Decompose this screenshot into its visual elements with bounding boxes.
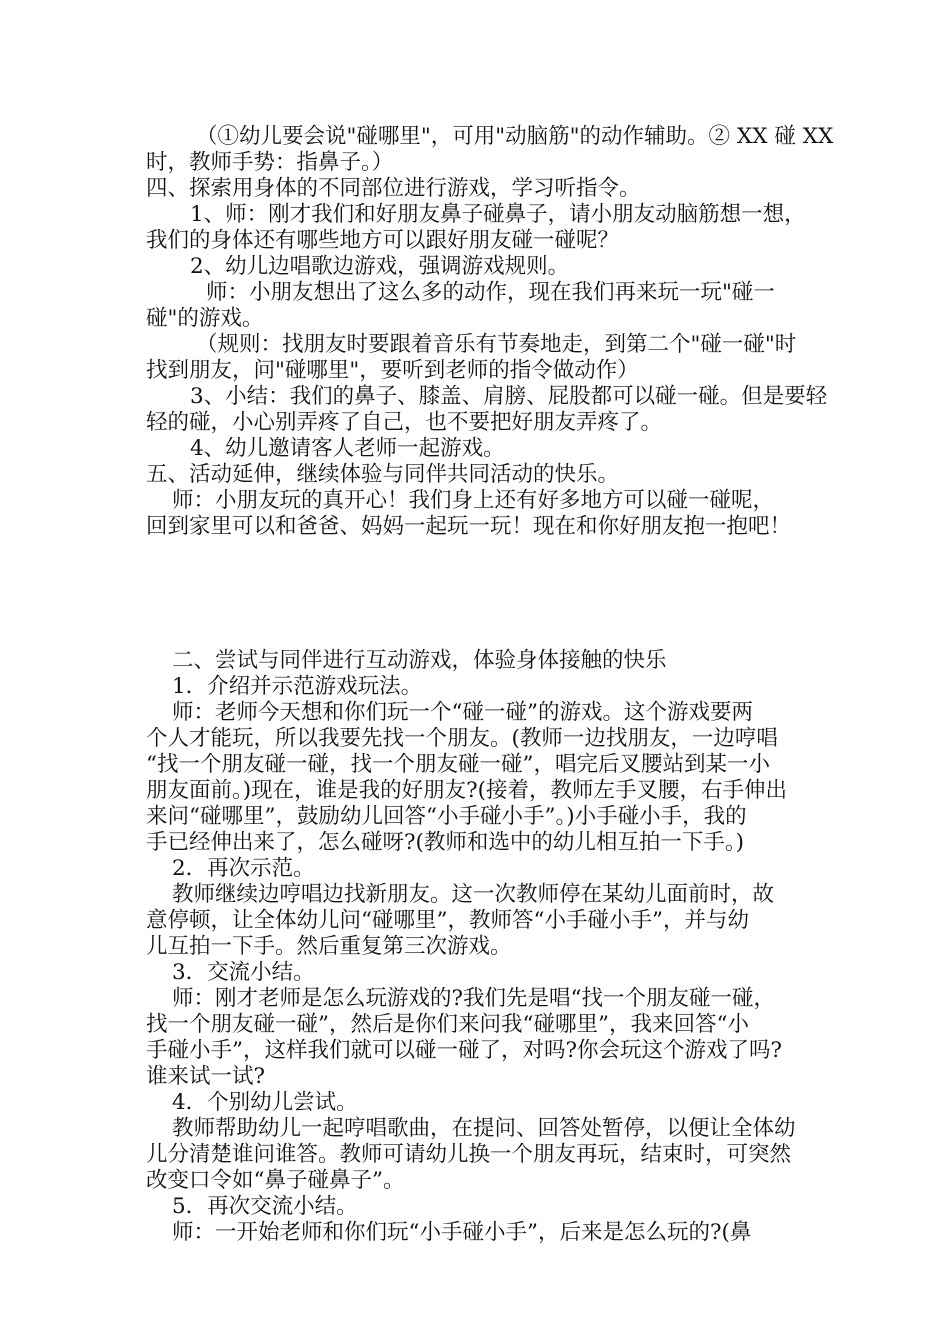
paragraph-line: 找一个朋友碰一碰”，然后是你们来问我“碰哪里”，我来回答“小 xyxy=(146,1012,749,1037)
paragraph-line: 儿分清楚谁问谁答。教师可请幼儿换一个朋友再玩，结束时，可突然 xyxy=(146,1142,792,1167)
paragraph-line: 师：老师今天想和你们玩一个“碰一碰”的游戏。这个游戏要两 xyxy=(172,700,753,725)
paragraph-line: 我们的身体还有哪些地方可以跟好朋友碰一碰呢？ xyxy=(146,228,620,253)
paragraph-line: 师：小朋友想出了这么多的动作，现在我们再来玩一玩"碰一 xyxy=(206,280,775,305)
paragraph-line: 改变口令如“鼻子碰鼻子”。 xyxy=(146,1168,405,1193)
paragraph-line: 手已经伸出来了，怎么碰呀?(教师和选中的幼儿相互拍一下手。) xyxy=(146,830,745,855)
paragraph-line: 谁来试一试? xyxy=(146,1064,266,1089)
paragraph-line: “找一个朋友碰一碰，找一个朋友碰一碰”，唱完后叉腰站到某一小 xyxy=(146,752,770,777)
paragraph-line: 意停顿，让全体幼儿问“碰哪里”，教师答“小手碰小手”，并与幼 xyxy=(146,908,749,933)
paragraph-line: 碰"的游戏。 xyxy=(146,306,264,331)
paragraph-line: 时，教师手势：指鼻子。） xyxy=(146,150,394,175)
paragraph-line: 找到朋友，问"碰哪里"，要听到老师的指令做动作） xyxy=(146,358,639,383)
subheading: 5．再次交流小结。 xyxy=(172,1194,358,1219)
paragraph-line: 2、幼儿边唱歌边游戏，强调游戏规则。 xyxy=(190,254,570,279)
paragraph-line: 师：小朋友玩的真开心！我们身上还有好多地方可以碰一碰呢， xyxy=(172,488,775,513)
subheading: 3．交流小结。 xyxy=(172,960,315,985)
paragraph-line: 3、小结：我们的鼻子、膝盖、肩膀、屁股都可以碰一碰。但是要轻 xyxy=(190,384,828,409)
paragraph-line: 来问“碰哪里”，鼓励幼儿回答“小手碰小手”。)小手碰小手，我的 xyxy=(146,804,747,829)
paragraph-line: 教师继续边哼唱边找新朋友。这一次教师停在某幼儿面前时，故 xyxy=(172,882,775,907)
paragraph-line: 手碰小手”，这样我们就可以碰一碰了，对吗?你会玩这个游戏了吗? xyxy=(146,1038,783,1063)
section-heading: 四、探索用身体的不同部位进行游戏，学习听指令。 xyxy=(146,176,641,201)
section-heading: 二、尝试与同伴进行互动游戏，体验身体接触的快乐 xyxy=(172,648,667,673)
paragraph-line: 教师帮助幼儿一起哼唱歌曲，在提问、回答处暂停，以便让全体幼 xyxy=(172,1116,796,1141)
section-heading: 五、活动延伸，继续体验与同伴共同活动的快乐。 xyxy=(146,462,620,487)
subheading: 4．个别幼儿尝试。 xyxy=(172,1090,358,1115)
paragraph-line: 回到家里可以和爸爸、妈妈一起玩一玩！现在和你好朋友抱一抱吧！ xyxy=(146,514,792,539)
paragraph-line: （①幼儿要会说"碰哪里"，可用"动脑筋"的动作辅助。② XX 碰 XX xyxy=(196,124,834,149)
paragraph-line: 轻的碰，小心别弄疼了自己，也不要把好朋友弄疼了。 xyxy=(146,410,663,435)
paragraph-line: 儿互拍一下手。然后重复第三次游戏。 xyxy=(146,934,512,959)
paragraph-line: 师：一开始老师和你们玩“小手碰小手”，后来是怎么玩的?(鼻 xyxy=(172,1220,752,1245)
paragraph-line: 4、幼儿邀请客人老师一起游戏。 xyxy=(190,436,505,461)
paragraph-line: （规则：找朋友时要跟着音乐有节奏地走，到第二个"碰一碰"时 xyxy=(196,332,797,357)
subheading: 2．再次示范。 xyxy=(172,856,315,881)
paragraph-line: 个人才能玩，所以我要先找一个朋友。(教师一边找朋友，一边哼唱 xyxy=(146,726,778,751)
subheading: 1．介绍并示范游戏玩法。 xyxy=(172,674,423,699)
paragraph-line: 1、师：刚才我们和好朋友鼻子碰鼻子，请小朋友动脑筋想一想， xyxy=(190,202,806,227)
paragraph-line: 朋友面前。)现在，谁是我的好朋友?(接着，教师左手叉腰，右手伸出 xyxy=(146,778,788,803)
paragraph-line: 师：刚才老师是怎么玩游戏的?我们先是唱“找一个朋友碰一碰， xyxy=(172,986,776,1011)
